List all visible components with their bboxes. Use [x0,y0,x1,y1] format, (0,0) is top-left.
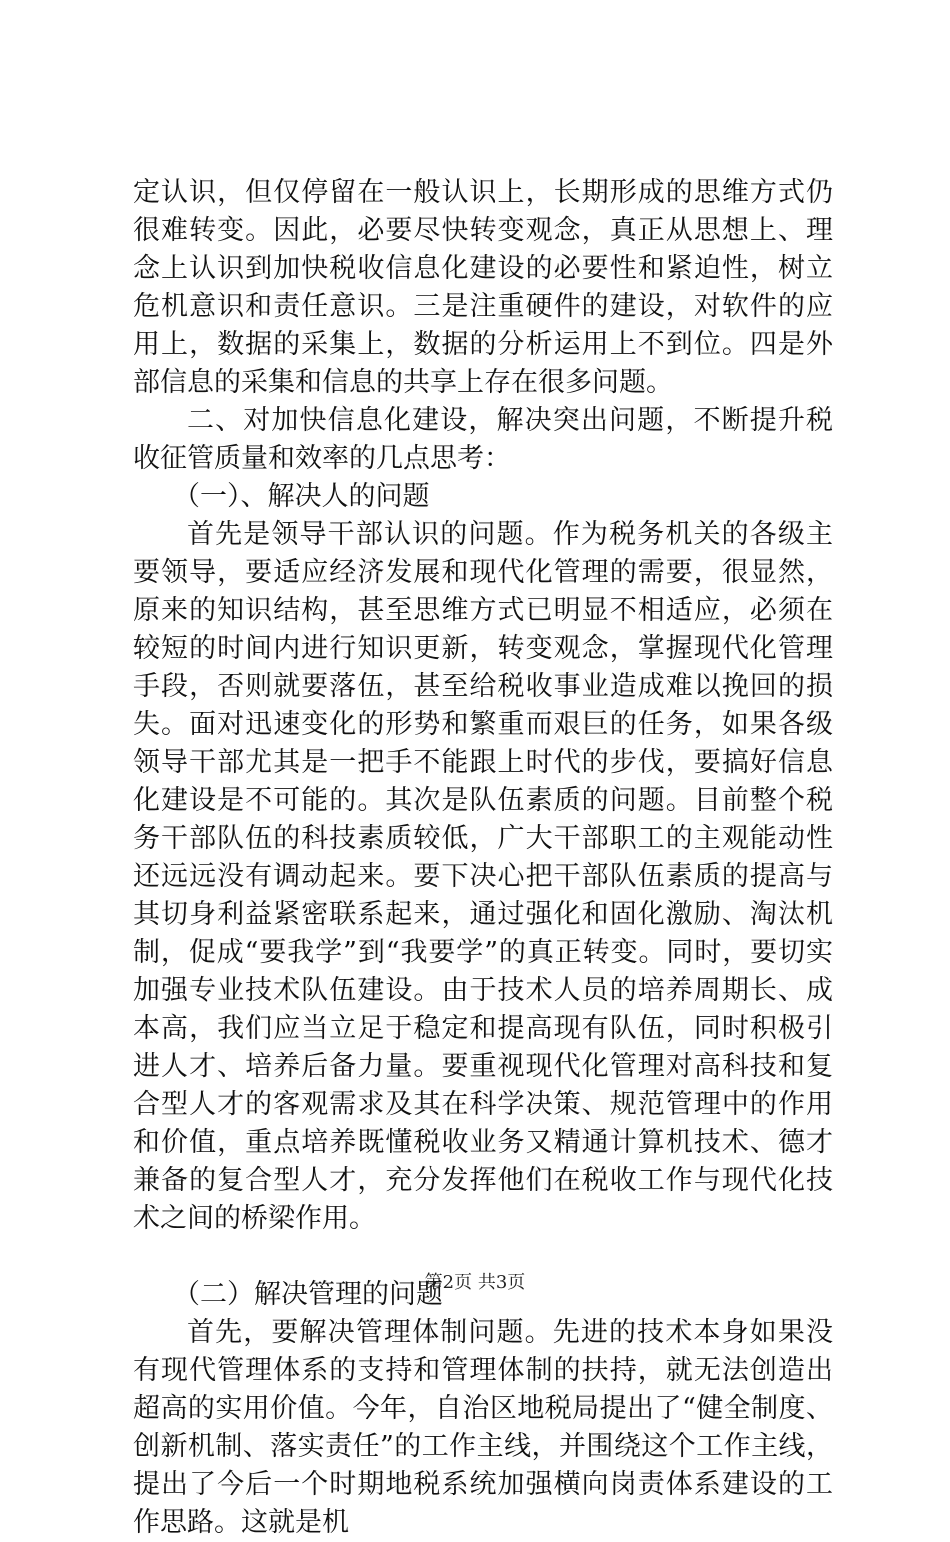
page-footer: 第2页 共3页 [424,1272,526,1293]
paragraph-continuation: 定认识，但仅停留在一般认识上，长期形成的思维方式仍很难转变。因此，必要尽快转变观念，真正从思想上、理念上认识到加快税收信息化建设的必要性和紧迫性，树立危机意识和责任意识。三是注重硬件的建设，对软件的应用上，数据的采集上，数据的分析运用上不到位。四是外部信息的采集和信息的共享上存在很多问题。 [133,177,833,398]
subheading-management: （二）解决管理的问题 [173,1279,443,1310]
subheading-people: （一）、解决人的问题 [173,481,430,512]
section-heading-two: 二、对加快信息化建设，解决突出问题，不断提升税收征管质量和效率的几点思考： [133,405,833,474]
document-body [133,174,833,1542]
paragraph-gap [133,1238,833,1276]
paragraph-management: 首先，要解决管理体制问题。先进的技术本身如果没有现代管理体系的支持和管理体制的扶持，就无法创造出超高的实用价值。今年，自治区地税局提出了“健全制度、创新机制、落实责任”的工作主线，并围绕这个工作主线，提出了今后一个时期地税系统加强横向岗责体系建设的工作思路。这就是机 [133,1317,833,1538]
paragraph-people: 首先是领导干部认识的问题。作为税务机关的各级主要领导，要适应经济发展和现代化管理的需要，很显然，原来的知识结构，甚至思维方式已明显不相适应，必须在较短的时间内进行知识更新，转变观念，掌握现代化管理手段，否则就要落伍，甚至给税收事业造成难以挽回的损失。面对迅速变化的形势和繁重而艰巨的任务，如果各级领导干部尤其是一把手不能跟上时代的步伐，要搞好信息化建设是不可能的。其次是队伍素质的问题。目前整个税务干部队伍的科技素质较低，广大干部职工的主观能动性还远远没有调动起来。要下决心把干部队伍素质的提高与其切身利益紧密联系起来，通过强化和固化激励、淘汰机制，促成“要我学”到“我要学”的真正转变。同时，要切实加强专业技术队伍建设。由于技术人员的培养周期长、成本高，我们应当立足于稳定和提高现有队伍，同时积极引进人才、培养后备力量。要重视现代化管理对高科技和复合型人才的客观需求及其在科学决策、规范管理中的作用和价值，重点培养既懂税收业务又精通计算机技术、德才兼备的复合型人才，充分发挥他们在税收工作与现代化技术之间的桥梁作用。 [133,519,833,1234]
